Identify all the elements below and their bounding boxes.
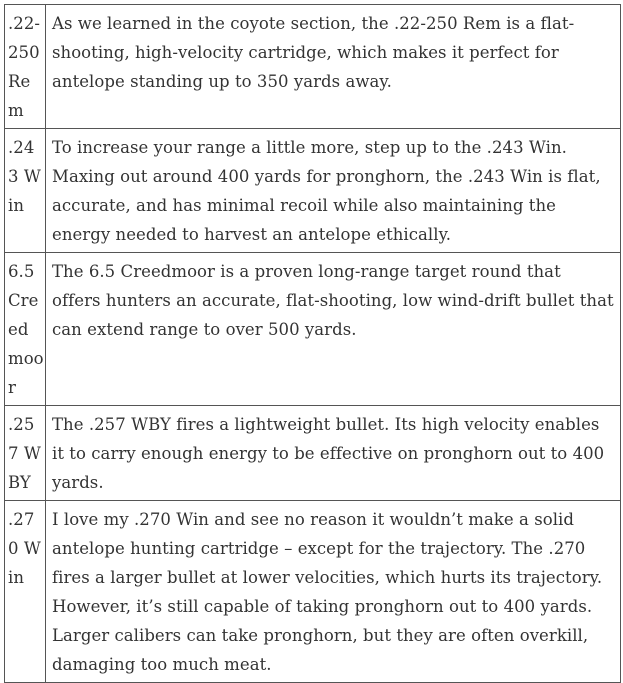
cartridge-description: I love my .270 Win and see no reason it wouldn’t make a solid antelope hunting cartridge – except for the trajectory. The .270 fires a larger bullet at lower velocities, which hurts its trajectory. However, it’s still capable of taking pronghorn out to 400 yards. Larger calibers can take pronghorn, but they are often overkill, damaging too much meat. [46, 501, 621, 683]
cartridge-description: The 6.5 Creedmoor is a proven long-range target round that offers hunters an accurate, flat-shooting, low wind-drift bullet that can extend range to over 500 yards. [46, 253, 621, 406]
cartridge-name: .270 Win [5, 501, 46, 683]
cartridge-description: The .257 WBY fires a lightweight bullet. Its high velocity enables it to carry enough energy to be effective on pronghorn out to 400 yards. [46, 406, 621, 501]
table-row [5, 406, 621, 501]
cartridge-description: As we learned in the coyote section, the .22-250 Rem is a flat-shooting, high-velocity cartridge, which makes it perfect for antelope standing up to 350 yards away. [46, 5, 621, 129]
cartridge-name: .257 WBY [5, 406, 46, 501]
table-row [5, 129, 621, 253]
cartridge-name: .22-250 Rem [5, 5, 46, 129]
table-row [5, 253, 621, 406]
table-row [5, 5, 621, 129]
cartridge-name: 6.5 Creedmoor [5, 253, 46, 406]
table-row [5, 501, 621, 683]
cartridge-table [4, 4, 621, 683]
cartridge-name: .243 Win [5, 129, 46, 253]
cartridge-description: To increase your range a little more, step up to the .243 Win. Maxing out around 400 yards for pronghorn, the .243 Win is flat, accurate, and has minimal recoil while also maintaining the energy needed to harvest an antelope ethically. [46, 129, 621, 253]
